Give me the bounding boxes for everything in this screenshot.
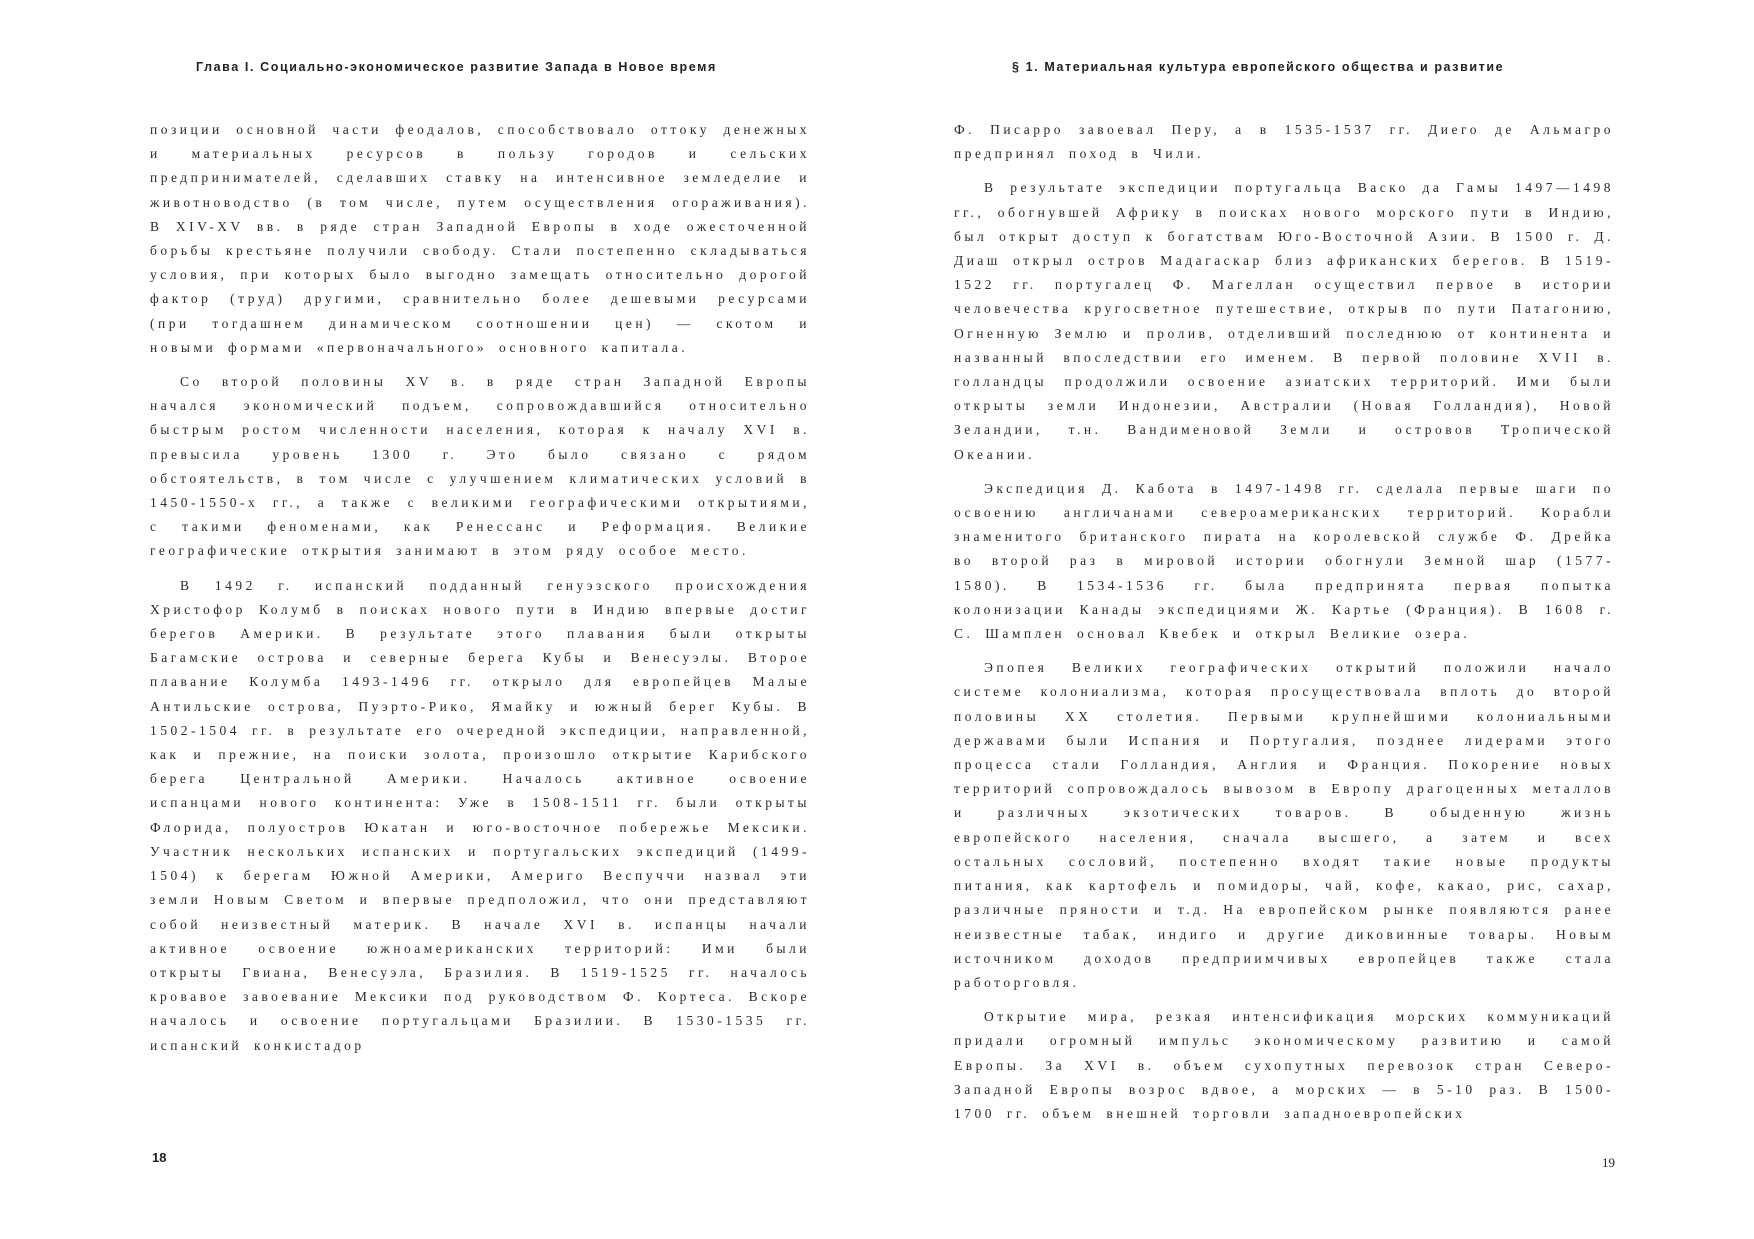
paragraph: позиции основной части феодалов, способствовало оттоку денежных и материальных ресурсов в пользу городов и сельских предпринимателей, сделавших ставку на интенсивное земледелие и животноводство (в том числе, путем осуществления огораживания). В XIV-XV вв. в ряде стран Западной Европы в ходе ожесточенной борьбы крестьяне получили свободу. Стали постепенно складываться условия, при которых было выгодно замещать относительно дорогой фактор (труд) другими, сравнительно более дешевыми ресурсами (при тогдашнем динамическом соотношении цен) — скотом и новыми формами «первоначального» основного капитала. bbox=[150, 122, 810, 355]
paragraph: В результате экспедиции португальца Васко да Гамы 1497—1498 гг., обогнувшей Африку в поисках нового морского пути в Индию, был открыт доступ к богатствам Юго-Восточной Азии. В 1500 г. Д. Диаш открыл остров Мадагаскар близ африканских берегов. В 1519-1522 гг. португалец Ф. Магеллан осуществил первое в истории человечества кругосветное путешествие, открыв по пути Патагонию, Огненную Землю и пролив, отделивший последнюю от континента и названный впоследствии его именем. В первой половине XVII в. голландцы продолжили освоение азиатских территорий. Ими были открыты земли Индонезии, Австралии (Новая Голландия), Новой Зеландии, т.н. Вандименовой Земли и островов Тропической Океании. bbox=[954, 180, 1614, 462]
paragraph: Экспедиция Д. Кабота в 1497-1498 гг. сделала первые шаги по освоению англичанами североамериканских территорий. Корабли знаменитого британского пирата на королевской службе Ф. Дрейка во второй раз в мировой истории обогнули Земной шар (1577-1580). В 1534-1536 гг. была предпринята первая попытка колонизации Канады экспедициями Ж. Картье (Франция). В 1608 г. С. Шамплен основал Квебек и открыл Великие озера. bbox=[954, 480, 1614, 642]
right-page bbox=[877, 0, 1754, 1239]
paragraph: Эпопея Великих географических открытий положили начало системе колониализма, которая просуществовала вплоть до второй половины XX столетия. Первыми крупнейшими колониальными державами были Испания и Португалия, позднее лидерами этого процесса стали Голландия, Англия и Франция. Покорение новых территорий сопровождалось вывозом в Европу драгоценных металлов и различных экзотических товаров. В обыденную жизнь европейского населения, сначала высшего, а затем и всех остальных сословий, постепенно входят такие новые продукты питания, как картофель и помидоры, чай, кофе, какао, рис, сахар, различные пряности и т.д. На европейском рынке появляются ранее неизвестные табак, индиго и другие диковинные товары. Новым источником доходов предприимчивых европейцев также стала работорговля. bbox=[954, 660, 1614, 990]
left-page-body bbox=[150, 118, 810, 1068]
paragraph: Ф. Писарро завоевал Перу, а в 1535-1537 гг. Диего де Альмагро предпринял поход в Чили. bbox=[954, 122, 1614, 162]
paragraph: В 1492 г. испанский подданный генуэзского происхождения Христофор Колумб в поисках нового пути в Индию впервые достиг берегов Америки. В результате этого плавания были открыты Багамские острова и северные берега Кубы и Венесуэлы. Второе плавание Колумба 1493-1496 гг. открыло для европейцев Малые Антильские острова, Пуэрто-Рико, Ямайку и южный берег Кубы. В 1502-1504 гг. в результате его очередной экспедиции, направленной, как и прежние, на поиски золота, произошло открытие Карибского берега Центральной Америки. Началось активное освоение испанцами нового континента: Уже в 1508-1511 гг. были открыты Флорида, полуостров Юкатан и юго-восточное побережье Мексики. Участник нескольких испанских и португальских экспедиций (1499-1504) к берегам Южной Америки, Америго Веспуччи назвал эти земли Новым Светом и впервые предположил, что они представляют собой неизвестный материк. В начале XVI в. испанцы начали активное освоение южноамериканских территорий: Ими были открыты Гвиана, Венесуэла, Бразилия. В 1519-1525 гг. началось кровавое завоевание Мексики под руководством Ф. Кортеса. Вскоре началось и освоение португальцами Бразилии. В 1530-1535 гг. испанский конкистадор bbox=[150, 577, 810, 1053]
paragraph: Со второй половины XV в. в ряде стран Западной Европы начался экономический подъем, сопровождавшийся относительно быстрым ростом численности населения, которая к началу XVI в. превысила уровень 1300 г. Это было связано с рядом обстоятельств, в том числе с улучшением климатических условий в 1450-1550-х гг., а также с великими географическими открытиями, с такими феноменами, как Ренессанс и Реформация. Великие географические открытия занимают в этом ряду особое место. bbox=[150, 374, 810, 559]
page-number-right: 19 bbox=[1602, 1155, 1615, 1170]
page-number-left: 18 bbox=[152, 1150, 167, 1165]
right-page-body bbox=[954, 118, 1614, 1136]
running-head-left: Глава I. Социально-экономическое развитие Запада в Новое время bbox=[196, 60, 717, 74]
paragraph: Открытие мира, резкая интенсификация морских коммуникаций придали огромный импульс экономическому развитию и самой Европы. За XVI в. объем сухопутных перевозок стран Северо-Западной Европы возрос вдвое, а морских — в 5-10 раз. В 1500-1700 гг. объем внешней торговли западноевропейских bbox=[954, 1009, 1614, 1121]
running-head-right: § 1. Материальная культура европейского общества и развитие bbox=[1012, 60, 1505, 74]
